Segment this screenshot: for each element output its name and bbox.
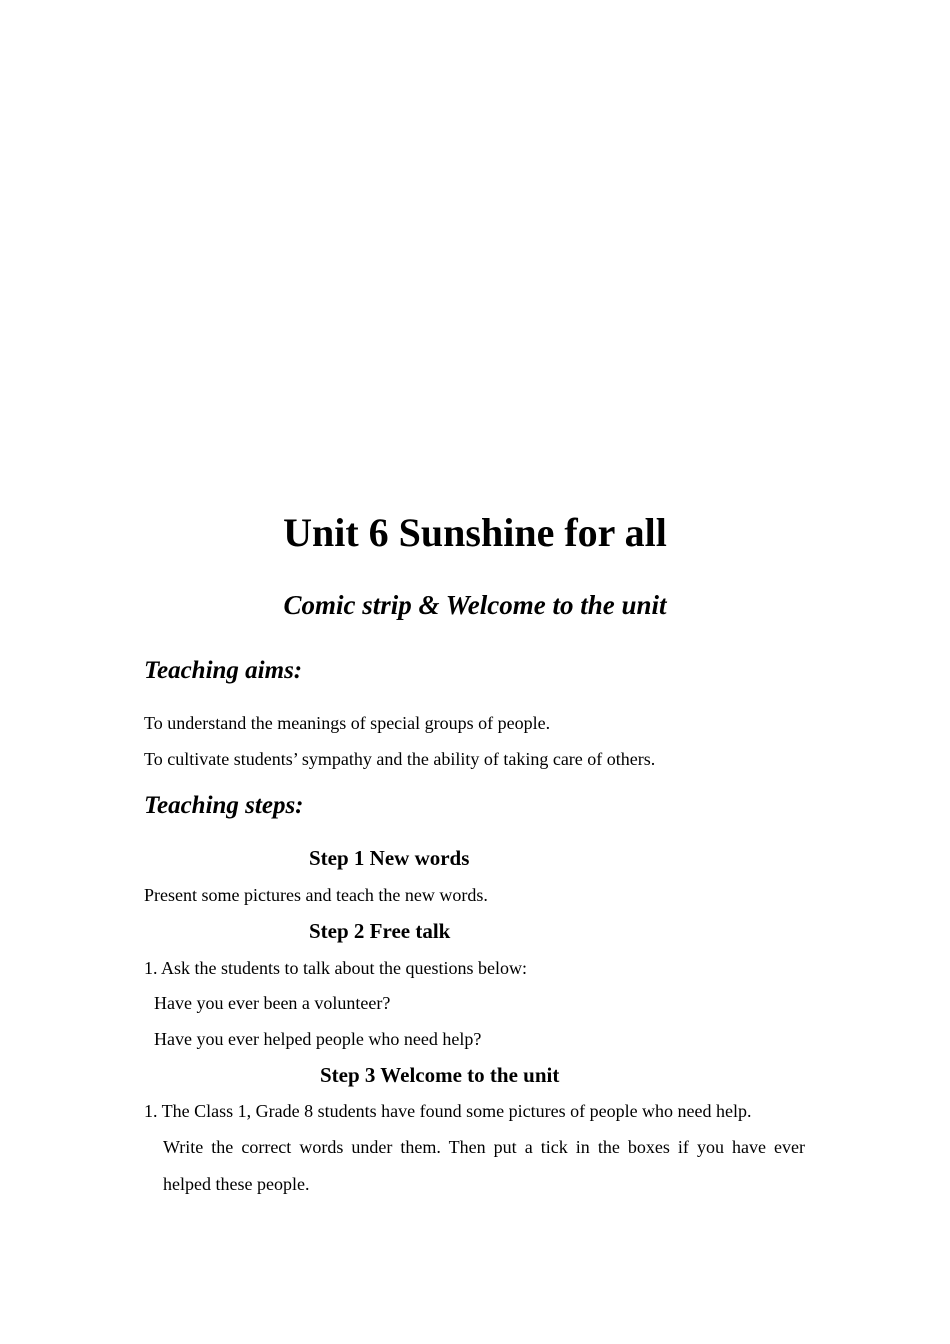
teaching-steps-heading: Teaching steps: bbox=[144, 792, 304, 819]
step-3-line: Write the correct words under them. Then put a tick in the boxes if you have ever bbox=[163, 1137, 805, 1157]
teaching-aim-line: To understand the meanings of special groups of people. bbox=[144, 713, 551, 733]
step-2-heading: Step 2 Free talk bbox=[309, 919, 451, 943]
document-title: Unit 6 Sunshine for all bbox=[283, 510, 667, 555]
step-2-question: Have you ever helped people who need help? bbox=[154, 1029, 482, 1049]
step-1-line: Present some pictures and teach the new words. bbox=[144, 885, 488, 905]
document-subtitle: Comic strip & Welcome to the unit bbox=[283, 590, 667, 620]
teaching-aims-heading: Teaching aims: bbox=[144, 657, 303, 684]
step-1-heading: Step 1 New words bbox=[309, 846, 470, 870]
step-3-line: 1. The Class 1, Grade 8 students have found some pictures of people who need help. bbox=[144, 1101, 752, 1121]
step-3-heading: Step 3 Welcome to the unit bbox=[320, 1063, 560, 1087]
step-2-line: 1. Ask the students to talk about the questions below: bbox=[144, 958, 527, 978]
teaching-aim-line: To cultivate students’ sympathy and the ability of taking care of others. bbox=[144, 749, 656, 769]
step-2-question: Have you ever been a volunteer? bbox=[154, 993, 391, 1013]
step-3-line: helped these people. bbox=[163, 1174, 310, 1194]
